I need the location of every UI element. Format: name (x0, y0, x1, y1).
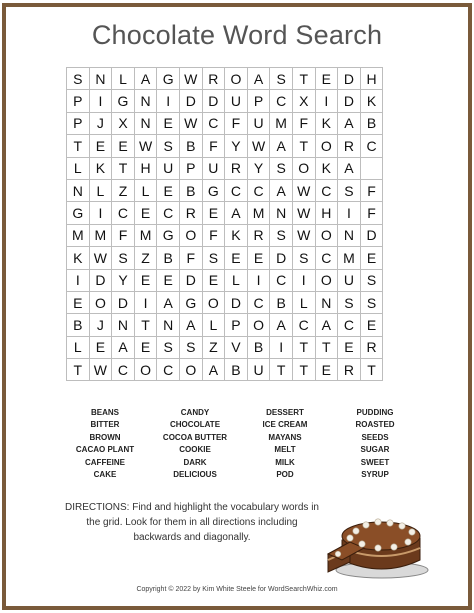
grid-cell: M (67, 225, 90, 247)
grid-cell: C (112, 359, 135, 381)
word-list-item: PUDDING (356, 408, 394, 417)
grid-cell: E (157, 113, 180, 135)
word-list-item: POD (276, 470, 294, 480)
grid-cell: E (203, 202, 226, 224)
grid-cell: G (157, 225, 180, 247)
word-column (60, 407, 150, 481)
grid-cell: I (316, 90, 339, 112)
grid-cell: C (316, 180, 339, 202)
grid-cell: A (270, 314, 293, 336)
grid-cell: P (67, 113, 90, 135)
grid-cell: M (270, 113, 293, 135)
grid-cell: N (270, 202, 293, 224)
grid-cell: O (316, 270, 339, 292)
grid-cell: O (225, 68, 248, 90)
grid-cell: O (293, 158, 316, 180)
grid-cell: G (157, 68, 180, 90)
word-column (330, 407, 420, 481)
grid-cell: T (270, 359, 293, 381)
grid-cell: T (316, 337, 339, 359)
grid-cell: L (203, 314, 226, 336)
grid-cell: B (225, 359, 248, 381)
grid-cell: C (157, 202, 180, 224)
grid-cell: D (338, 90, 361, 112)
grid-cell: Y (225, 135, 248, 157)
grid-cell: U (203, 158, 226, 180)
grid-cell: F (361, 202, 384, 224)
grid-cell: S (270, 158, 293, 180)
grid-cell: L (67, 158, 90, 180)
grid-cell: F (203, 225, 226, 247)
grid-cell: B (67, 314, 90, 336)
word-list-item: CAKE (93, 470, 117, 480)
grid-cell: P (248, 90, 271, 112)
grid-cell: A (225, 202, 248, 224)
grid-cell: J (90, 113, 113, 135)
grid-cell: A (203, 359, 226, 381)
grid-cell: O (180, 359, 203, 381)
grid-cell: F (180, 247, 203, 269)
word-list-item: ROASTED (355, 420, 395, 430)
grid-cell: O (135, 359, 158, 381)
word-list-item: MILK (275, 457, 295, 467)
grid-cell: S (157, 337, 180, 359)
grid-cell: M (90, 225, 113, 247)
grid-cell: D (90, 270, 113, 292)
grid-cell: Z (203, 337, 226, 359)
word-list-item: BITTER (90, 420, 120, 430)
grid-cell: D (361, 225, 384, 247)
word-list-item: MELT (274, 445, 296, 455)
grid-cell: E (316, 359, 339, 381)
grid-cell: U (248, 359, 271, 381)
grid-cell: T (293, 337, 316, 359)
grid-cell: C (225, 180, 248, 202)
grid-cell: Y (248, 158, 271, 180)
word-list-item: COCOA BUTTER (162, 432, 228, 442)
grid-cell: I (338, 202, 361, 224)
grid-cell: S (270, 68, 293, 90)
word-column (240, 407, 330, 481)
word-list-item: CHOCOLATE (169, 420, 221, 430)
word-list-item: BROWN (89, 432, 121, 442)
grid-cell: D (180, 90, 203, 112)
grid-cell: L (90, 180, 113, 202)
grid-cell: E (157, 180, 180, 202)
word-list-item: SWEET (360, 457, 390, 467)
grid-cell: C (270, 90, 293, 112)
grid-cell: B (180, 180, 203, 202)
grid-cell: A (112, 337, 135, 359)
grid-cell: M (135, 225, 158, 247)
grid-cell: S (203, 247, 226, 269)
grid-cell: S (180, 337, 203, 359)
grid-cell: B (157, 247, 180, 269)
grid-cell: E (112, 135, 135, 157)
grid-cell: S (112, 247, 135, 269)
grid-cell: U (248, 113, 271, 135)
grid-cell: A (338, 158, 361, 180)
grid-cell: G (203, 180, 226, 202)
grid-cell: A (180, 314, 203, 336)
grid-cell: N (90, 68, 113, 90)
grid-cell: B (248, 337, 271, 359)
word-list-item: ICE CREAM (262, 420, 308, 430)
grid-cell: S (361, 292, 384, 314)
grid-cell: K (316, 158, 339, 180)
grid-cell: S (361, 270, 384, 292)
grid-cell: E (135, 202, 158, 224)
grid-cell: T (293, 359, 316, 381)
grid-cell: T (67, 359, 90, 381)
grid-cell: K (361, 90, 384, 112)
grid-cell: C (316, 247, 339, 269)
grid-cell: C (338, 314, 361, 336)
word-column (150, 407, 240, 481)
grid-cell: B (361, 113, 384, 135)
grid-cell: T (293, 68, 316, 90)
grid-cell: D (112, 292, 135, 314)
grid-cell: N (316, 292, 339, 314)
page-title: Chocolate Word Search (91, 20, 383, 50)
grid-cell: N (135, 90, 158, 112)
grid-cell: R (180, 202, 203, 224)
chocolate-cake-icon (320, 498, 430, 580)
grid-cell: K (67, 247, 90, 269)
grid-cell: I (67, 270, 90, 292)
word-list-item: CAFFEINE (85, 457, 125, 467)
grid-cell: M (338, 247, 361, 269)
grid-cell: A (338, 113, 361, 135)
grid-cell: S (338, 180, 361, 202)
grid-cell: Y (112, 270, 135, 292)
grid-cell: E (225, 247, 248, 269)
word-list-item: DELICIOUS (173, 470, 217, 480)
grid-cell: U (225, 90, 248, 112)
grid-cell: C (293, 314, 316, 336)
grid-cell: R (338, 135, 361, 157)
word-list-item: SYRUP (361, 470, 389, 480)
grid-cell: C (157, 359, 180, 381)
grid-cell: O (180, 225, 203, 247)
grid-cell: J (90, 314, 113, 336)
grid-cell: V (225, 337, 248, 359)
grid-cell: W (293, 225, 316, 247)
grid-cell: W (90, 247, 113, 269)
grid-cell: E (67, 292, 90, 314)
grid-cell: A (270, 180, 293, 202)
grid-cell: E (361, 314, 384, 336)
grid-cell: H (316, 202, 339, 224)
grid-cell: W (135, 135, 158, 157)
grid-cell: E (135, 270, 158, 292)
grid-cell: K (90, 158, 113, 180)
grid-cell: O (316, 135, 339, 157)
grid-cell: I (157, 90, 180, 112)
grid-cell: D (225, 292, 248, 314)
word-list-item: SEEDS (361, 432, 389, 442)
grid-cell: D (180, 270, 203, 292)
grid-cell: O (203, 292, 226, 314)
grid-cell: C (248, 180, 271, 202)
grid-cell: D (270, 247, 293, 269)
word-list-item: BEANS (90, 408, 119, 417)
grid-cell: T (112, 158, 135, 180)
grid-cell: A (316, 314, 339, 336)
grid-cell: U (338, 270, 361, 292)
grid-cell: K (225, 225, 248, 247)
grid-cell: P (67, 90, 90, 112)
grid-cell: C (361, 135, 384, 157)
letter-grid (66, 67, 383, 381)
grid-cell: S (270, 225, 293, 247)
grid-cell: A (248, 68, 271, 90)
grid-cell: G (67, 202, 90, 224)
grid-cell: W (180, 113, 203, 135)
grid-cell: N (338, 225, 361, 247)
grid-cell: X (293, 90, 316, 112)
grid-cell: S (67, 68, 90, 90)
grid-cell: X (112, 113, 135, 135)
grid-cell: A (157, 292, 180, 314)
grid-cell: I (293, 270, 316, 292)
grid-cell: T (67, 135, 90, 157)
grid-cell: W (180, 68, 203, 90)
grid-cell: C (203, 113, 226, 135)
grid-cell: B (180, 135, 203, 157)
grid-cell: T (293, 135, 316, 157)
grid-cell: A (270, 135, 293, 157)
grid-cell: P (180, 158, 203, 180)
grid-cell: F (225, 113, 248, 135)
word-list-item: SUGAR (360, 445, 390, 455)
grid-cell: W (293, 180, 316, 202)
copyright-footer: Copyright © 2022 by Kim White Steele for WordSearchWhiz.com (136, 586, 338, 593)
word-list-item: CACAO PLANT (75, 445, 135, 455)
grid-cell: L (293, 292, 316, 314)
grid-cell (361, 158, 384, 180)
grid-cell: E (248, 247, 271, 269)
grid-cell: Z (112, 180, 135, 202)
grid-cell: E (361, 247, 384, 269)
grid-cell: R (225, 158, 248, 180)
grid-cell: E (157, 270, 180, 292)
grid-cell: H (361, 68, 384, 90)
grid-cell: C (112, 202, 135, 224)
grid-cell: I (270, 337, 293, 359)
grid-cell: G (180, 292, 203, 314)
grid-cell: F (112, 225, 135, 247)
grid-cell: E (203, 270, 226, 292)
grid-cell: E (338, 337, 361, 359)
grid-cell: G (112, 90, 135, 112)
grid-cell: O (90, 292, 113, 314)
grid-cell: R (248, 225, 271, 247)
grid-cell: I (90, 202, 113, 224)
grid-cell: R (338, 359, 361, 381)
grid-cell: E (90, 135, 113, 157)
grid-cell: N (135, 113, 158, 135)
word-list-item: DESSERT (266, 408, 304, 417)
word-list-item: MAYANS (268, 432, 302, 442)
grid-cell: N (157, 314, 180, 336)
grid-cell: R (203, 68, 226, 90)
grid-cell: S (293, 247, 316, 269)
grid-cell: S (338, 292, 361, 314)
grid-cell: W (293, 202, 316, 224)
grid-cell: E (316, 68, 339, 90)
word-list-item: COOKIE (179, 445, 211, 455)
grid-cell: L (135, 180, 158, 202)
grid-cell: T (361, 359, 384, 381)
grid-cell: K (316, 113, 339, 135)
grid-cell: D (203, 90, 226, 112)
grid-cell: F (203, 135, 226, 157)
grid-cell: O (248, 314, 271, 336)
grid-cell: U (157, 158, 180, 180)
directions-text: DIRECTIONS: Find and highlight the vocabulary words in the grid. Look for them in all directions including backwards and diagonally. (64, 502, 319, 543)
grid-cell: L (112, 68, 135, 90)
grid-cell: Z (135, 247, 158, 269)
grid-cell: I (248, 270, 271, 292)
grid-cell: E (90, 337, 113, 359)
grid-cell: E (135, 337, 158, 359)
grid-cell: N (67, 180, 90, 202)
grid-cell: W (248, 135, 271, 157)
grid-cell: W (90, 359, 113, 381)
grid-cell: P (225, 314, 248, 336)
grid-cell: D (338, 68, 361, 90)
word-list (60, 407, 420, 481)
grid-cell: O (316, 225, 339, 247)
grid-cell: I (90, 90, 113, 112)
word-list-item: CANDY (180, 408, 210, 417)
grid-cell: B (270, 292, 293, 314)
grid-cell: L (67, 337, 90, 359)
grid-cell: T (135, 314, 158, 336)
grid-cell: C (248, 292, 271, 314)
grid-cell: F (293, 113, 316, 135)
grid-cell: F (361, 180, 384, 202)
grid-cell: A (135, 68, 158, 90)
grid-cell: C (270, 270, 293, 292)
grid-cell: S (157, 135, 180, 157)
grid-cell: M (248, 202, 271, 224)
grid-cell: I (135, 292, 158, 314)
grid-cell: H (135, 158, 158, 180)
grid-cell: R (361, 337, 384, 359)
grid-cell: L (225, 270, 248, 292)
grid-cell: N (112, 314, 135, 336)
word-list-item: DARK (183, 457, 207, 467)
